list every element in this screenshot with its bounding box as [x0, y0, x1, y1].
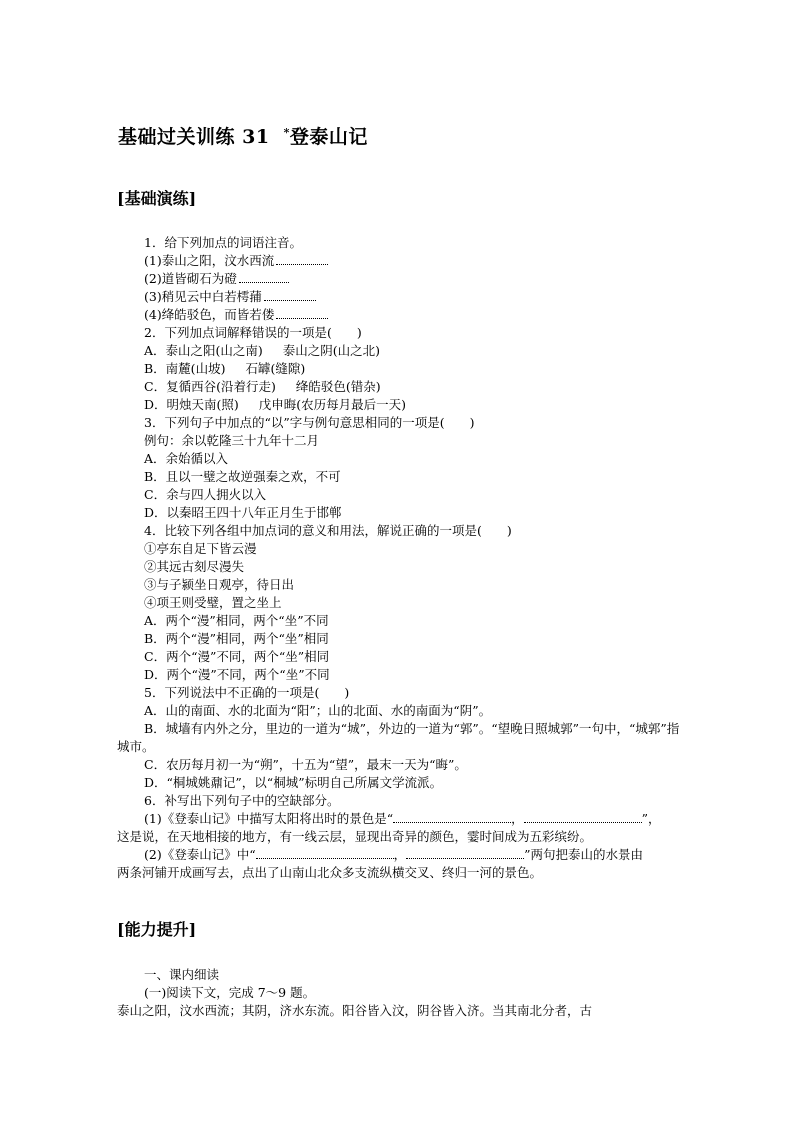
q1-item: (3)稍见云中白若樗蒱 [117, 288, 680, 306]
q4-option: B．两个“漫”相同，两个“坐”相同 [144, 631, 329, 646]
q4-option: A．两个“漫”相同，两个“坐”不同 [144, 613, 329, 628]
title-main: 基础过关训练 31 [118, 126, 270, 148]
title-mark: * [283, 126, 290, 139]
q1-item: (4)绛皓驳色，而皆若偻 [117, 306, 680, 324]
part1-instruction: (一)阅读下文，完成 7～9 题。 [144, 985, 316, 1000]
q2-stem: 2．下列加点词解释错误的一项是( ) [144, 325, 362, 340]
ability-exercises [117, 966, 680, 1020]
q5-option-d: D．“桐城姚鼐记”，以“桐城”标明自己所属文学流派。 [144, 775, 443, 790]
fill-blank[interactable] [256, 846, 394, 859]
fill-blank[interactable] [393, 810, 511, 823]
q2-option-c: C．复循西谷(沿着行走) 绛皓驳色(错杂) [144, 379, 381, 394]
title-sub: 登泰山记 [289, 126, 368, 148]
q6-part2: (2)《登泰山记》中“ ， ”两句把泰山的水景由 [144, 847, 644, 862]
q6-part1: (1)《登泰山记》中描写太阳将出时的景色是“ ， ”， [144, 811, 661, 826]
q2-option-b: B．南麓(山坡) 石罅(缝隙) [144, 361, 306, 376]
q1-item: (2)道皆砌石为磴 [117, 270, 680, 288]
q2-option-a: A．泰山之阳(山之南) 泰山之阴(山之北) [144, 343, 381, 358]
page-title [118, 122, 368, 149]
passage-text: 泰山之阳，汶水西流；其阴，济水东流。阳谷皆入汶，阴谷皆入济。当其南北分者，古 [117, 1003, 593, 1018]
answer-blank[interactable] [276, 252, 328, 265]
q1-stem: 1．给下列加点的词语注音。 [144, 235, 302, 250]
q6-part1-cont: 这是说，在天地相接的地方，有一线云层，显现出奇异的颜色，霎时间成为五彩缤纷。 [117, 829, 593, 844]
q4-option: C．两个“漫”不同，两个“坐”相同 [144, 649, 330, 664]
q4-item: ④项王则受璧，置之坐上 [144, 595, 282, 610]
section-basic: [基础演练] [117, 189, 197, 208]
q4-item: ②其远古刻尽漫失 [144, 559, 245, 574]
q3-option: A．余始循以入 [144, 451, 229, 466]
q4-stem: 4．比较下列各组中加点词的意义和用法，解说正确的一项是( ) [144, 523, 512, 538]
part1-heading: 一、课内细读 [144, 967, 220, 982]
q4-item: ①亭东自足下皆云漫 [144, 541, 257, 556]
fill-blank[interactable] [524, 810, 642, 823]
q1-item: (1)泰山之阳，汶水西流 [117, 252, 680, 270]
q3-stem: 3．下列句子中加点的“以”字与例句意思相同的一项是( ) [144, 415, 475, 430]
answer-blank[interactable] [276, 306, 328, 319]
q3-option: D．以秦昭王四十八年正月生于邯郸 [144, 505, 342, 520]
q5-option-b: B．城墙有内外之分，里边的一道为“城”，外边的一道为“郭”。“望晚日照城郭”一句中，“城郭”指城市。 [117, 721, 680, 754]
basic-exercises [117, 234, 680, 882]
q6-part2-cont: 两条河铺开成画写去，点出了山南山北众多支流纵横交叉、终归一河的景色。 [117, 865, 543, 880]
fill-blank[interactable] [406, 846, 524, 859]
q2-option-d: D．明烛天南(照) 戊申晦(农历每月最后一天) [144, 397, 407, 412]
answer-blank[interactable] [239, 270, 289, 283]
q5-option-a: A．山的南面、水的北面为“阳”；山的北面、水的南面为“阴”。 [144, 703, 492, 718]
q5-stem: 5．下列说法中不正确的一项是( ) [144, 685, 350, 700]
q4-option: D．两个“漫”不同，两个“坐”不同 [144, 667, 330, 682]
answer-blank[interactable] [264, 288, 316, 301]
q6-stem: 6．补写出下列句子中的空缺部分。 [144, 793, 340, 808]
q5-option-c: C．农历每月初一为“朔”，十五为“望”，最末一天为“晦”。 [144, 757, 467, 772]
section-ability: [能力提升] [117, 920, 197, 939]
q3-option: B．且以一璧之故逆强秦之欢，不可 [144, 469, 341, 484]
q3-example: 例句：余以乾隆三十九年十二月 [144, 433, 320, 448]
q3-option: C．余与四人拥火以入 [144, 487, 267, 502]
q4-item: ③与子颍坐日观亭，待日出 [144, 577, 295, 592]
